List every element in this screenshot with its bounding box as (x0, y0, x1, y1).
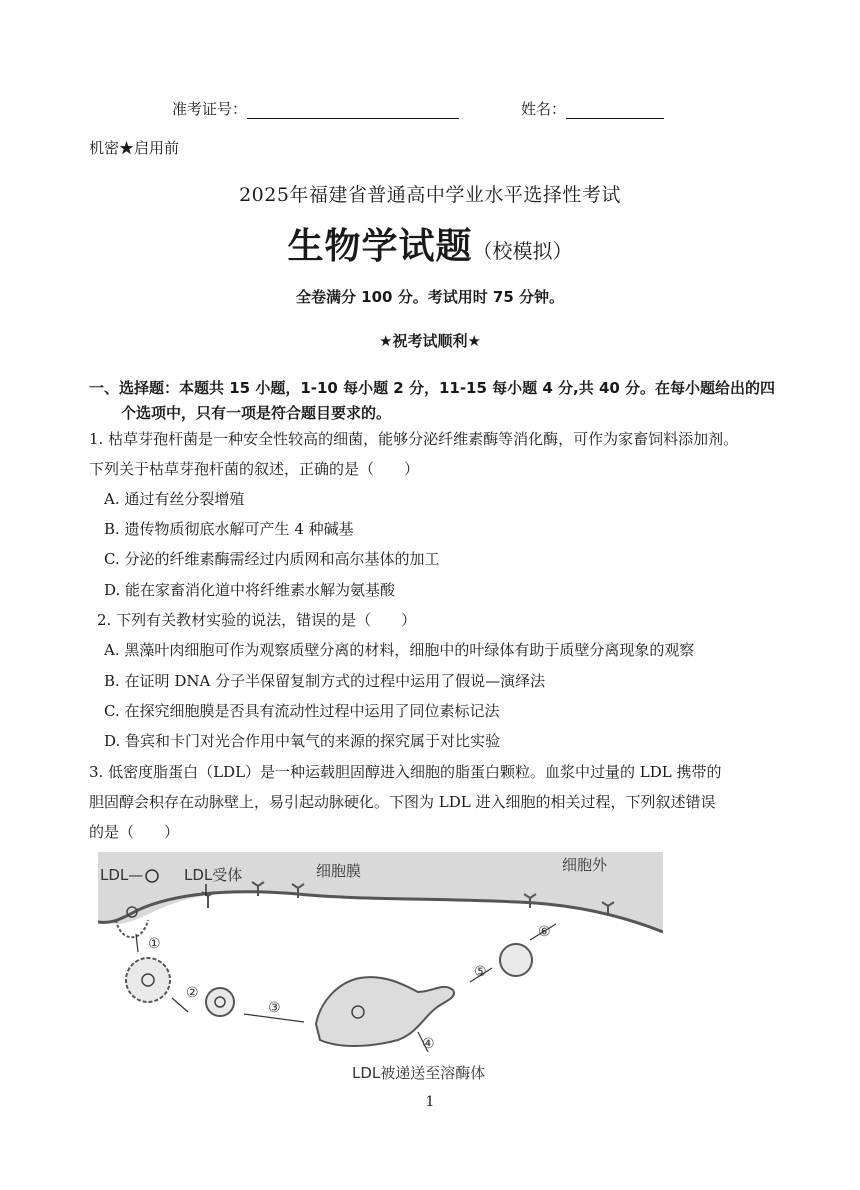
q2-option-c[interactable]: C. 在探究细胞膜是否具有流动性过程中运用了同位素标记法 (104, 702, 500, 720)
exam-title: 2025年福建省普通高中学业水平选择性考试 (239, 184, 621, 206)
subject-title (0, 218, 860, 269)
q1-stem-line2: 下列关于枯草芽孢杆菌的叙述，正确的是（ ） (89, 460, 420, 478)
q3-stem-line2: 胆固醇会积存在动脉壁上，易引起动脉硬化。下图为 LDL 进入细胞的相关过程，下列叙述错误 (89, 793, 716, 811)
q2-option-d[interactable]: D. 鲁宾和卡门对光合作用中氧气的来源的探究属于对比实验 (104, 732, 501, 750)
step-3: ③ (268, 1000, 281, 1016)
name-blank[interactable] (566, 102, 664, 119)
q2-stem: 2. 下列有关教材实验的说法，错误的是（ ） (97, 611, 417, 629)
exam-info: 全卷满分 100 分。考试用时 75 分钟。 (295, 288, 565, 306)
outside-label: 细胞外 (562, 856, 608, 874)
diagram-canvas (98, 852, 663, 1092)
ldl-label: LDL— (100, 866, 144, 884)
exam-id-blank[interactable] (247, 102, 459, 119)
name-label: 姓名： (521, 100, 567, 118)
ldl-endocytosis-diagram (98, 852, 663, 1092)
good-luck: ★祝考试顺利★ (379, 332, 481, 350)
membrane-label: 细胞膜 (316, 862, 362, 880)
step-5: ⑤ (474, 964, 487, 980)
recycling-vesicle (500, 944, 532, 976)
section-heading-line1: 一、选择题：本题共 15 小题，1-10 每小题 2 分，11-15 每小题 4 分,共 40 分。在每小题给出的四 (89, 379, 776, 397)
q1-option-d[interactable]: D. 能在家畜消化道中将纤维素水解为氨基酸 (104, 581, 396, 599)
q2-option-a[interactable]: A. 黑藻叶肉细胞可作为观察质壁分离的材料，细胞中的叶绿体有助于质壁分离现象的观察 (104, 641, 695, 659)
uncoated-vesicle (206, 988, 234, 1016)
section-heading-line2: 个选项中，只有一项是符合题目要求的。 (121, 404, 392, 422)
step-1: ① (148, 936, 161, 952)
q3-stem-line3: 的是（ ） (89, 823, 180, 841)
q3-stem-line1: 3. 低密度脂蛋白（LDL）是一种运载胆固醇进入细胞的脂蛋白颗粒。血浆中过量的 LDL 携带的 (89, 763, 722, 781)
name-field (521, 99, 664, 119)
confidential-mark: 机密★启用前 (89, 139, 180, 157)
page-number: 1 (425, 1094, 435, 1110)
q1-option-b[interactable]: B. 遗传物质彻底水解可产生 4 种碱基 (104, 520, 354, 538)
coated-vesicle (126, 958, 170, 1002)
subject-name: 生物学试题 (287, 226, 473, 267)
subject-variant: （校模拟） (472, 239, 573, 263)
step-4: ④ (422, 1036, 435, 1052)
step-2: ② (186, 985, 199, 1001)
q2-option-b[interactable]: B. 在证明 DNA 分子半保留复制方式的过程中运用了假说—演绎法 (104, 672, 546, 690)
receptor-label: LDL受体 (184, 866, 243, 884)
exam-id-label: 准考证号： (172, 100, 248, 118)
lysosome-label: LDL被递送至溶酶体 (352, 1064, 486, 1082)
q1-option-a[interactable]: A. 通过有丝分裂增殖 (104, 490, 245, 508)
q1-option-c[interactable]: C. 分泌的纤维素酶需经过内质网和高尔基体的加工 (104, 550, 440, 568)
exam-id-field (172, 99, 459, 119)
step-6: ⑥ (538, 924, 551, 940)
q1-stem-line1: 1. 枯草芽孢杆菌是一种安全性较高的细菌，能够分泌纤维素酶等消化酶，可作为家畜饲料添加剂。 (89, 430, 739, 448)
